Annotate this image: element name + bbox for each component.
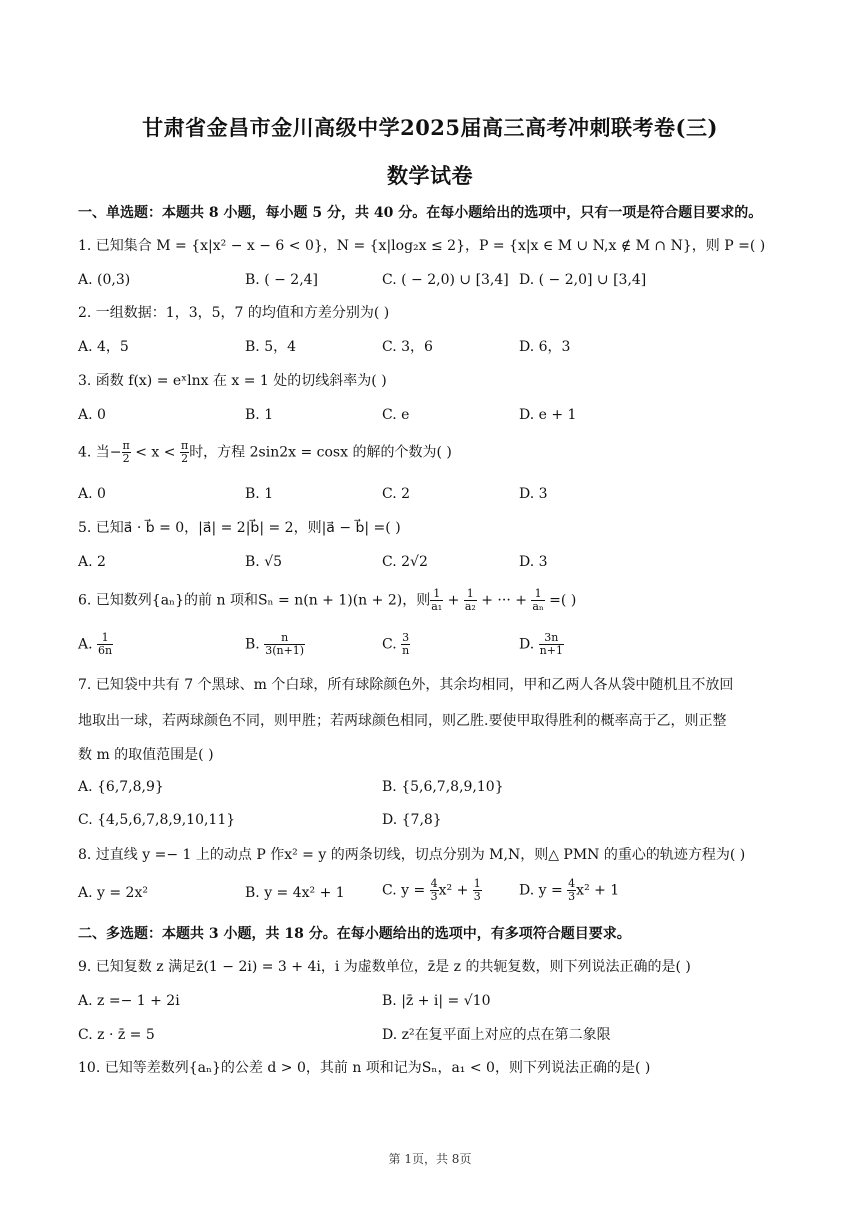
question-4-stem bbox=[78, 440, 452, 465]
question-6-plus: + bbox=[443, 592, 464, 609]
section-single-choice-heading: 一、单选题：本题共 8 小题，每小题 5 分，共 40 分。在每小题给出的选项中，只有一项是符合题目要求的。 bbox=[78, 205, 763, 221]
question-8-option-c: C. y = $\frac{4}{3}$ x² + $\frac{1}{3}$ bbox=[382, 877, 481, 903]
question-3-option-b: B. 1 bbox=[245, 407, 274, 423]
question-5-option-d: D. 3 bbox=[519, 554, 548, 570]
page-footer: 第 1页，共 8页 bbox=[388, 1152, 472, 1166]
question-2-option-c: C. 3，6 bbox=[382, 339, 433, 355]
question-3-option-d: D. e + 1 bbox=[519, 407, 577, 423]
question-1-option-d: D. ( − 2,0] ∪ [3,4] bbox=[519, 272, 647, 288]
question-7-option-c: C. {4,5,6,7,8,9,10,11} bbox=[78, 812, 236, 828]
exam-title: 甘肃省金昌市金川高级中学2025届高三高考冲刺联考卷(三) bbox=[142, 115, 718, 140]
exam-subtitle: 数学试卷 bbox=[387, 163, 473, 188]
question-1-option-b: B. ( − 2,4] bbox=[245, 272, 319, 288]
question-8-stem: 8. 过直线 y =− 1 上的动点 P 作x² = y 的两条切线，切点分别为 M,N，则△ PMN 的重心的轨迹方程为( ) bbox=[78, 847, 746, 863]
question-4-frac-pi-over-2-left: $\frac{\pi}{2}$ bbox=[122, 439, 130, 465]
question-9-option-a: A. z =− 1 + 2i bbox=[78, 993, 180, 1009]
question-6-stem-pre: 6. 已知数列{aₙ}的前 n 项和Sₙ = n(n + 1)(n + 2)，则 bbox=[78, 592, 431, 609]
question-8-option-a: A. y = 2x² bbox=[78, 885, 148, 901]
question-7-stem-line-2: 地取出一球，若两球颜色不同，则甲胜；若两球颜色相同，则乙胜.要使甲取得胜利的概率高于乙，则正整 bbox=[78, 713, 727, 729]
question-6-frac-1-over-a2: $\frac{1}{\text{a₂}}$ bbox=[464, 587, 476, 613]
question-8-option-d: D. y = $\frac{4}{3}$ x² + 1 bbox=[519, 877, 620, 903]
question-9-option-d: D. z²在复平面上对应的点在第二象限 bbox=[382, 1027, 611, 1043]
question-10-stem: 10. 已知等差数列{aₙ}的公差 d > 0，其前 n 项和记为Sₙ，a₁ < 0，则下列说法正确的是( ) bbox=[78, 1060, 651, 1076]
question-2-option-a: A. 4，5 bbox=[78, 339, 129, 355]
question-6-frac-1-over-a1: $\frac{1}{\text{a₁}}$ bbox=[431, 587, 443, 613]
question-6-dots: + ··· + bbox=[476, 592, 532, 609]
section-multiple-choice-heading: 二、多选题：本题共 3 小题，共 18 分。在每小题给出的选项中，有多项符合题目要求。 bbox=[78, 926, 631, 942]
question-6-option-a: A. $\frac{1}{6n}$ bbox=[78, 631, 113, 657]
question-3-option-a: A. 0 bbox=[78, 407, 106, 423]
question-3-stem: 3. 函数 f(x) = eˣlnx 在 x = 1 处的切线斜率为( ) bbox=[78, 373, 387, 389]
question-6-option-d: D. $\frac{3n}{n+1}$ bbox=[519, 631, 563, 657]
question-7-option-a: A. {6,7,8,9} bbox=[78, 779, 164, 795]
question-6-option-b: B. $\frac{n}{3(n+1)}$ bbox=[245, 631, 305, 657]
question-5-stem: 5. 已知a⃗ · b⃗ = 0，|a⃗| = 2|b⃗| = 2，则|a⃗ − b⃗| =( ) bbox=[78, 520, 401, 536]
question-1-option-c: C. ( − 2,0) ∪ [3,4] bbox=[382, 272, 509, 288]
question-1-option-a: A. (0,3) bbox=[78, 272, 131, 288]
question-7-stem-line-3: 数 m 的取值范围是( ) bbox=[78, 747, 214, 763]
question-4-stem-post: 时，方程 2sin2x = cosx 的解的个数为( ) bbox=[189, 444, 452, 461]
question-5-option-b: B. √5 bbox=[245, 554, 283, 570]
question-6-frac-1-over-an: $\frac{1}{\text{aₙ}}$ bbox=[532, 587, 544, 613]
question-6-stem-post: =( ) bbox=[544, 592, 577, 609]
question-6-stem bbox=[78, 588, 576, 613]
question-4-option-b: B. 1 bbox=[245, 486, 274, 502]
question-3-option-c: C. e bbox=[382, 407, 410, 423]
question-7-option-b: B. {5,6,7,8,9,10} bbox=[382, 779, 504, 795]
question-2-stem: 2. 一组数据：1，3，5，7 的均值和方差分别为( ) bbox=[78, 305, 390, 321]
question-4-option-c: C. 2 bbox=[382, 486, 411, 502]
question-9-option-b: B. |z̄ + i| = √10 bbox=[382, 993, 491, 1009]
question-8-option-b: B. y = 4x² + 1 bbox=[245, 885, 345, 901]
question-2-option-b: B. 5，4 bbox=[245, 339, 297, 355]
question-4-stem-pre: 4. 当− bbox=[78, 444, 122, 461]
question-5-option-c: C. 2√2 bbox=[382, 554, 428, 570]
question-7-option-d: D. {7,8} bbox=[382, 812, 442, 828]
question-5-option-a: A. 2 bbox=[78, 554, 106, 570]
question-1-stem: 1. 已知集合 M = {x|x² − x − 6 < 0}，N = {x|log₂x ≤ 2}，P = {x|x ∈ M ∪ N,x ∉ M ∩ N}，则 P =( ) bbox=[78, 238, 766, 254]
question-2-option-d: D. 6，3 bbox=[519, 339, 571, 355]
question-4-option-d: D. 3 bbox=[519, 486, 548, 502]
question-4-stem-lt: < x < bbox=[130, 444, 180, 461]
question-7-stem-line-1: 7. 已知袋中共有 7 个黑球、m 个白球，所有球除颜色外，其余均相同，甲和乙两人各从袋中随机且不放回 bbox=[78, 677, 734, 693]
question-6-option-c: C. $\frac{3}{n}$ bbox=[382, 631, 410, 657]
question-4-frac-pi-over-2-right: $\frac{\pi}{2}$ bbox=[180, 439, 189, 465]
question-9-option-c: C. z · z̄ = 5 bbox=[78, 1027, 155, 1043]
question-4-option-a: A. 0 bbox=[78, 486, 106, 502]
question-9-stem: 9. 已知复数 z 满足z̄(1 − 2i) = 3 + 4i，i 为虚数单位，z̄是 z 的共轭复数，则下列说法正确的是( ) bbox=[78, 959, 691, 975]
